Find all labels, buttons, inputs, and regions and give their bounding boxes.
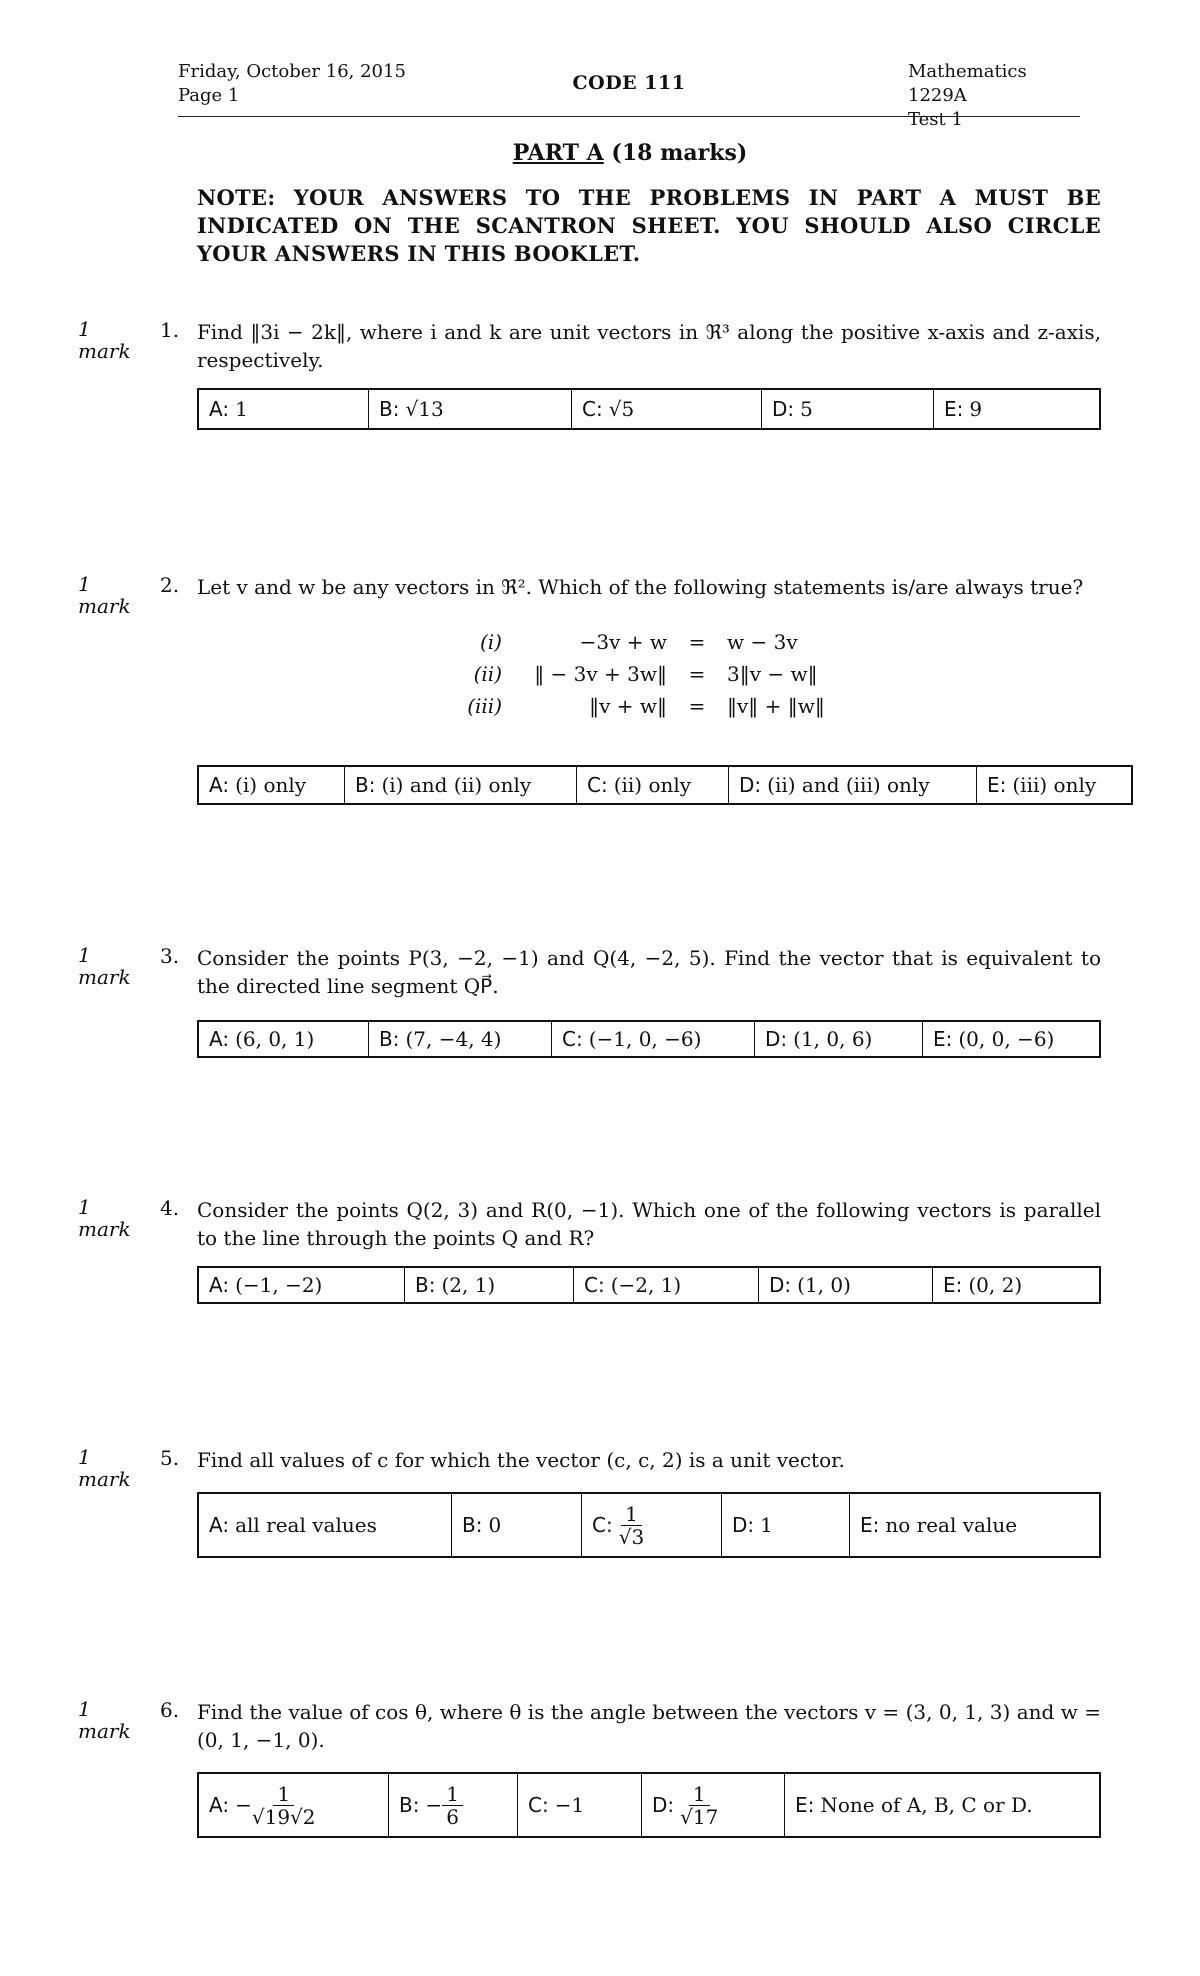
answer-row	[197, 765, 1133, 805]
answer-a[interactable]: A: (i) only	[199, 767, 345, 803]
scantron-note: NOTE: YOUR ANSWERS TO THE PROBLEMS IN PART A MUST BE INDICATED ON THE SCANTRON SHEET. YOU SHOULD ALSO CIRCLE YOUR ANSWERS IN THIS BOOKLET.	[197, 185, 1101, 266]
answer-b[interactable]: B: (7, −4, 4)	[369, 1022, 552, 1056]
answer-e[interactable]: E: (0, 0, −6)	[933, 1027, 1055, 1051]
question-number: 2.	[160, 573, 180, 597]
answer-c[interactable]: C: (ii) only	[577, 767, 729, 803]
answer-b[interactable]: B: − $\frac{1}{6}$	[389, 1774, 518, 1836]
question-number: 4.	[160, 1196, 180, 1220]
answer-row	[197, 1492, 1101, 1558]
answer-c[interactable]: C: −1	[518, 1774, 642, 1836]
mark-label: 1 mark	[78, 1195, 131, 1241]
answer-d[interactable]: D: (ii) and (iii) only	[729, 767, 977, 803]
statement-row: (ii) ‖ − 3v + 3w‖ = 3‖v − w‖	[473, 662, 818, 686]
page-number: Page 1	[178, 85, 240, 106]
answer-d[interactable]: D: (1, 0, 6)	[755, 1022, 923, 1056]
mark-label: 1 mark	[78, 572, 131, 618]
question-number: 5.	[160, 1446, 180, 1470]
answer-d[interactable]: D: $\frac{1}{√17}$	[642, 1774, 785, 1836]
test-name: Test 1	[908, 109, 963, 130]
answer-c[interactable]: C: (−2, 1)	[574, 1268, 759, 1302]
mark-label: 1 mark	[78, 317, 131, 363]
header-right	[908, 60, 1080, 132]
question-text: Let v and w be any vectors in ℜ². Which of the following statements is/are always true?	[197, 575, 1084, 599]
answer-b[interactable]: B: (i) and (ii) only	[345, 767, 577, 803]
mark-label: 1 mark	[78, 1445, 131, 1491]
course-name: Mathematics 1229A	[908, 61, 1027, 106]
statements-table	[450, 626, 887, 722]
answer-d[interactable]: D: 1	[722, 1494, 850, 1556]
answer-c[interactable]: C: (−1, 0, −6)	[552, 1022, 755, 1056]
question-number: 6.	[160, 1698, 180, 1722]
fraction: $\frac{1}{√17}$	[680, 1781, 719, 1829]
answer-a[interactable]: A: all real values	[199, 1494, 452, 1556]
question-text: Find all values of c for which the vector (c, c, 2) is a unit vector.	[197, 1448, 845, 1472]
fraction: $\frac{1}{√3}$	[618, 1501, 645, 1549]
answer-a[interactable]: A: 1	[199, 390, 369, 428]
question-text: Find the value of cos θ, where θ is the angle between the vectors v = (3, 0, 1, 3) and w = (0, 1, −1, 0).	[197, 1700, 1101, 1752]
question-text: Find ‖3i − 2k‖, where i and k are unit vectors in ℜ³ along the positive x-axis and z-axis, respectively.	[197, 320, 1101, 372]
exam-date: Friday, October 16, 2015	[178, 61, 406, 82]
answer-b[interactable]: B: (2, 1)	[405, 1268, 574, 1302]
answer-row	[197, 388, 1101, 430]
fraction: $\frac{1}{√19√2}$	[251, 1781, 316, 1829]
question-text: Consider the points Q(2, 3) and R(0, −1). Which one of the following vectors is parallel to the line through the points Q and R?	[197, 1198, 1101, 1250]
answer-b[interactable]: B: √13	[369, 390, 572, 428]
mark-label: 1 mark	[78, 1697, 131, 1743]
answer-e[interactable]: E: 9	[944, 397, 983, 421]
fraction: $\frac{1}{6}$	[442, 1783, 463, 1828]
answer-b[interactable]: B: 0	[452, 1494, 582, 1556]
part-name: PART A	[512, 140, 604, 166]
answer-d[interactable]: D: (1, 0)	[759, 1268, 933, 1302]
statement-row: (i) −3v + w = w − 3v	[479, 630, 798, 654]
answer-a[interactable]: A: (6, 0, 1)	[199, 1022, 369, 1056]
answer-d[interactable]: D: 5	[762, 390, 934, 428]
answer-e[interactable]: E: (iii) only	[987, 773, 1097, 797]
answer-row	[197, 1266, 1101, 1304]
answer-e[interactable]: E: None of A, B, C or D.	[795, 1793, 1033, 1817]
answer-a[interactable]: A: (−1, −2)	[199, 1268, 405, 1302]
answer-row	[197, 1020, 1101, 1058]
answer-c[interactable]: C: $\frac{1}{√3}$	[582, 1494, 722, 1556]
answer-a[interactable]: A: − $\frac{1}{√19√2}$	[199, 1774, 389, 1836]
statement-row: (iii) ‖v + w‖ = ‖v‖ + ‖w‖	[467, 694, 825, 718]
answer-c[interactable]: C: √5	[572, 390, 762, 428]
page-header	[178, 60, 1080, 130]
part-title	[0, 140, 1200, 166]
question-number: 1.	[160, 318, 180, 342]
answer-row	[197, 1772, 1101, 1838]
question-number: 3.	[160, 944, 180, 968]
answer-e[interactable]: E: no real value	[860, 1513, 1018, 1537]
mark-label: 1 mark	[78, 943, 131, 989]
question-text: Consider the points P(3, −2, −1) and Q(4, −2, 5). Find the vector that is equivalent to the directed line segment QP⃗.	[197, 946, 1101, 998]
answer-e[interactable]: E: (0, 2)	[943, 1273, 1023, 1297]
exam-code: CODE 111	[572, 72, 686, 94]
part-marks: (18 marks)	[611, 140, 748, 166]
